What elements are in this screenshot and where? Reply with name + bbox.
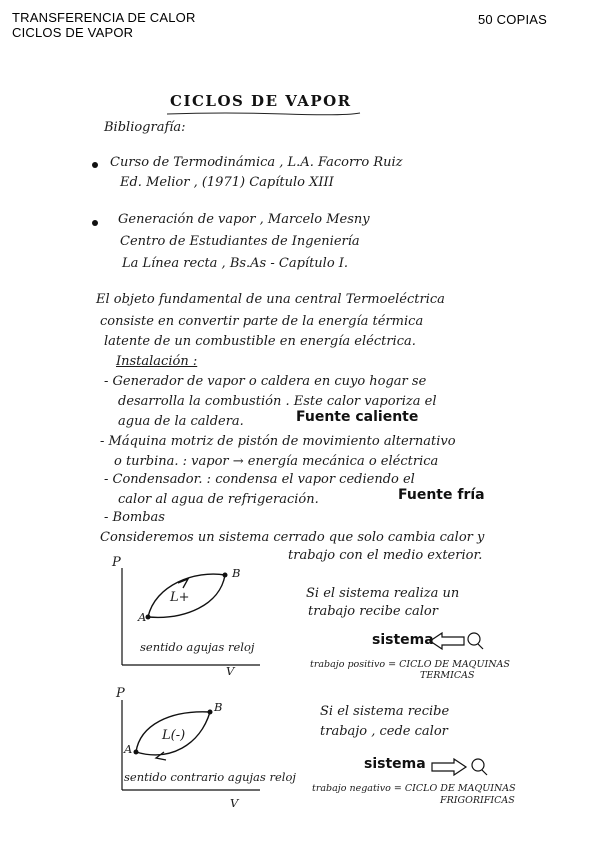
bib-item2-line1: Generación de vapor , Marcelo Mesny [118, 212, 370, 227]
heat-in-arrow-icon [428, 630, 488, 652]
condenser-line2: calor al agua de refrigeración. [118, 492, 319, 507]
d1-text-line2: trabajo recibe calor [308, 604, 438, 619]
bullet-1 [92, 162, 98, 168]
d2-axis-p: P [116, 686, 125, 701]
bib-item1-line2: Ed. Melior , (1971) Capítulo XIII [120, 175, 334, 190]
d1-work-label: L+ [170, 590, 190, 605]
cycle-arrow-1 [178, 579, 188, 588]
d2-text-line1: Si el sistema recibe [320, 704, 450, 719]
d1-axis-p: P [112, 555, 121, 570]
generator-line1: - Generador de vapor o caldera en cuyo hogar se [104, 374, 427, 389]
title-underline [165, 111, 365, 117]
point-b-dot-1 [223, 573, 228, 578]
consider-line2: trabajo con el medio exterior. [288, 548, 483, 563]
generator-line2: desarrolla la combustión . Este calor vaporiza el [118, 394, 437, 409]
generator-line3: agua de la caldera. [118, 414, 244, 429]
bibliography-label: Bibliografía: [104, 120, 186, 135]
d1-result-line1: trabajo positivo = CICLO DE MAQUINAS [310, 659, 510, 670]
d2-system-label: sistema [364, 756, 426, 772]
d2-point-b: B [214, 700, 223, 714]
header-copies: 50 COPIAS [478, 12, 547, 27]
d1-point-a: A [138, 610, 147, 624]
heat-out-arrow-icon [430, 756, 500, 778]
bib-item1-line1: Curso de Termodinámica , L.A. Facorro Ruiz [110, 155, 403, 170]
d2-text-line2: trabajo , cede calor [320, 724, 448, 739]
bib-item2-line2: Centro de Estudiantes de Ingeniería [120, 234, 360, 249]
d1-caption: sentido agujas reloj [140, 640, 255, 654]
d2-result-line1: trabajo negativo = CICLO DE MAQUINAS [312, 783, 516, 794]
header-subject: TRANSFERENCIA DE CALOR [12, 10, 196, 25]
d2-caption: sentido contrario agujas reloj [124, 770, 296, 784]
d2-result-line2: FRIGORIFICAS [440, 795, 515, 806]
cycle-arrow-2 [156, 752, 166, 760]
point-b-dot-2 [208, 710, 213, 715]
d2-work-label: L(-) [162, 728, 186, 743]
header-topic: CICLOS DE VAPOR [12, 25, 134, 40]
page-title: CICLOS DE VAPOR [170, 92, 352, 110]
pv-diagram-clockwise [100, 560, 270, 680]
installation-label: Instalación : [116, 354, 198, 369]
cold-source-label: Fuente fría [398, 487, 485, 503]
intro-line3: latente de un combustible en energía eléctrica. [104, 334, 416, 349]
d1-result-line2: TERMICAS [420, 670, 475, 681]
d1-point-b: B [232, 566, 241, 580]
consider-line1: Consideremos un sistema cerrado que solo cambia calor y [100, 530, 485, 545]
point-a-dot-2 [134, 750, 139, 755]
intro-line2: consiste en convertir parte de la energía térmica [100, 314, 424, 329]
d1-text-line1: Si el sistema realiza un [306, 586, 460, 601]
machine-line1: - Máquina motriz de pistón de movimiento alternativo [100, 434, 456, 449]
bullet-2 [92, 220, 98, 226]
condenser-line1: - Condensador. : condensa el vapor cediendo el [104, 472, 415, 487]
hot-source-label: Fuente caliente [296, 409, 419, 425]
machine-line2: o turbina. : vapor → energía mecánica o eléctrica [114, 454, 439, 469]
d1-system-label: sistema [372, 632, 434, 648]
d1-axis-v: V [226, 664, 235, 678]
d2-point-a: A [124, 742, 133, 756]
pumps-line: - Bombas [104, 510, 165, 525]
intro-line1: El objeto fundamental de una central Termoeléctrica [96, 292, 445, 307]
bib-item2-line3: La Línea recta , Bs.As - Capítulo I. [122, 256, 349, 271]
d2-axis-v: V [230, 796, 239, 810]
